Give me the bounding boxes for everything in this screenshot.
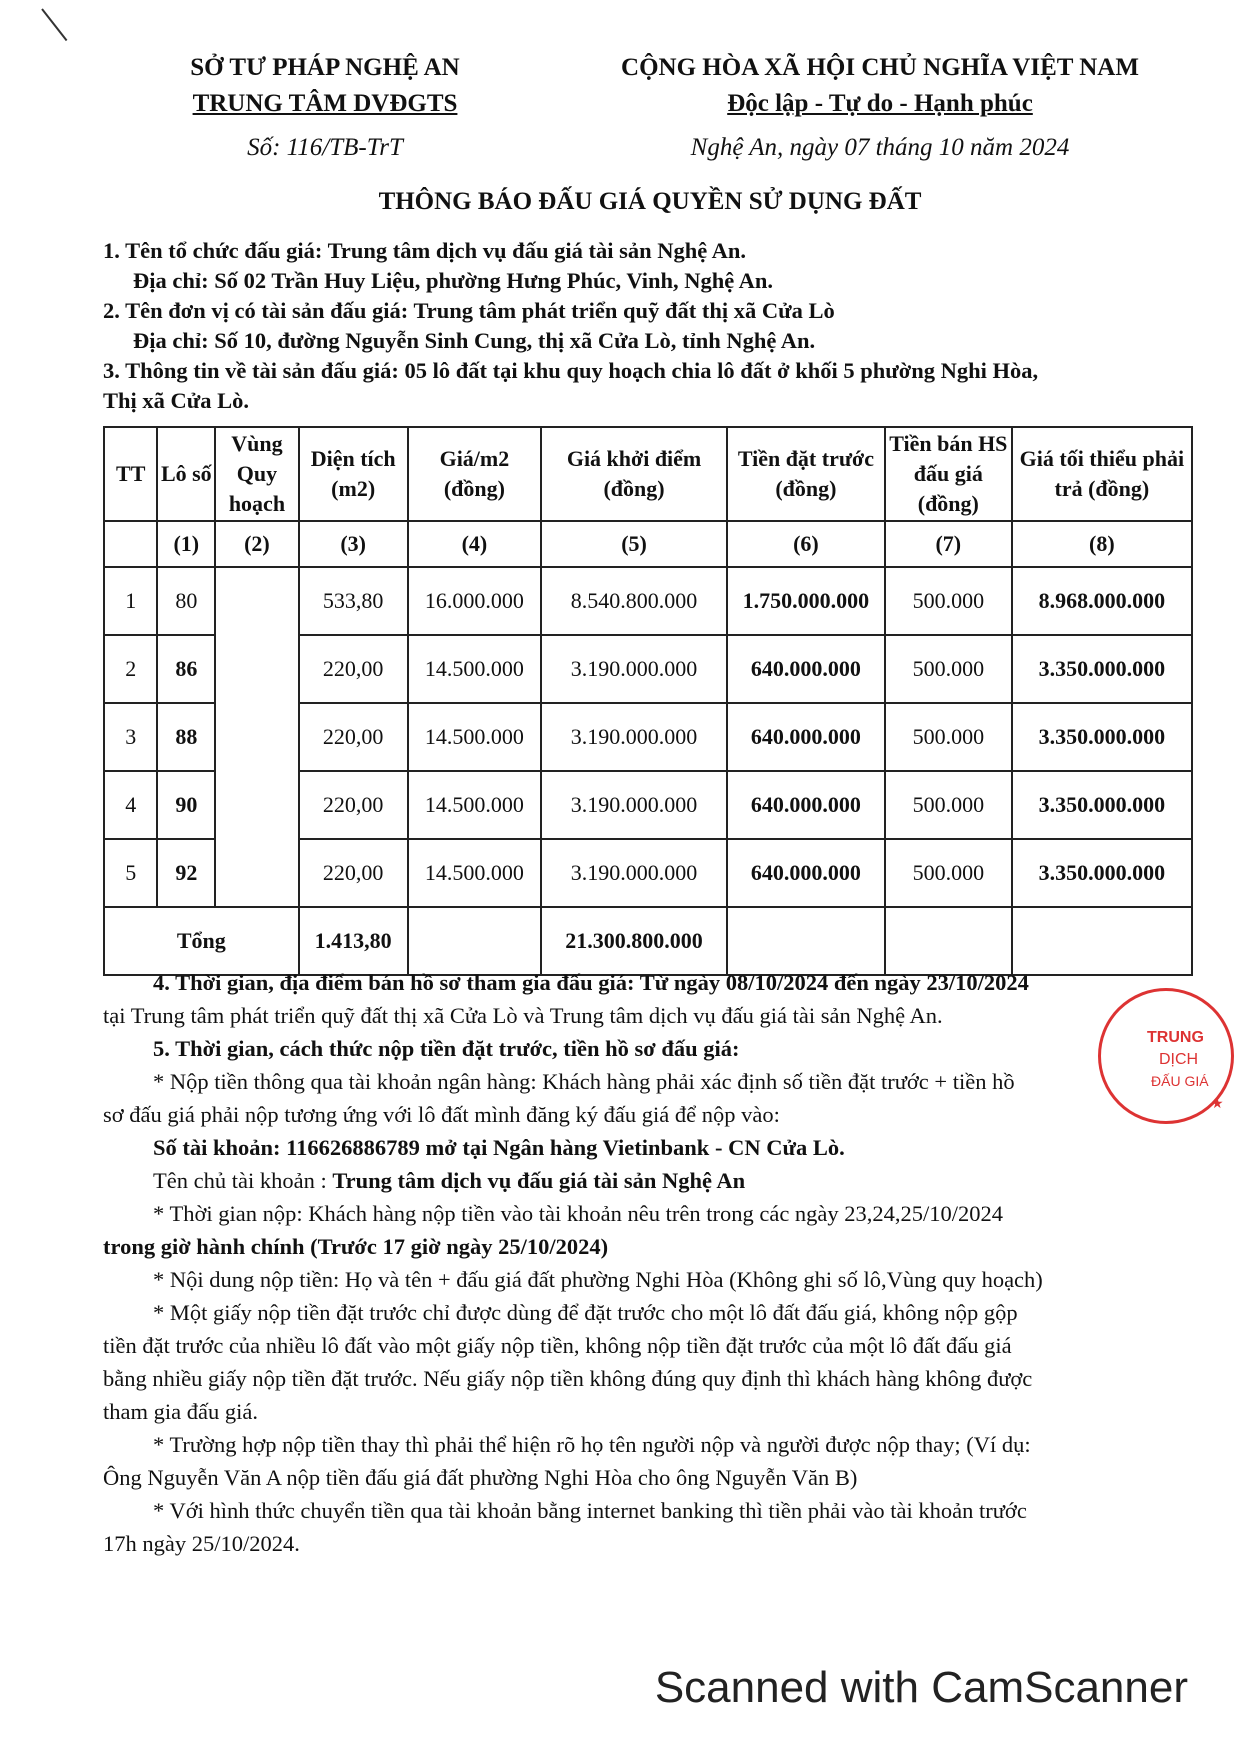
cell-planning-zone bbox=[215, 567, 298, 907]
payment-content: * Nội dung nộp tiền: Họ và tên + đấu giá đất phường Nghi Hòa (Không ghi số lô,Vùng quy hoạch) bbox=[153, 1267, 1043, 1292]
cell-area: 220,00 bbox=[299, 839, 408, 907]
table-total-row bbox=[104, 907, 1192, 975]
national-title: CỘNG HÒA XÃ HỘI CHỦ NGHĨA VIỆT NAM bbox=[621, 54, 1139, 81]
account-number: Số tài khoản: 116626886789 mở tại Ngân hàng Vietinbank - CN Cửa Lò. bbox=[153, 1135, 845, 1160]
total-blank bbox=[727, 907, 885, 975]
stamp-text: TRUNG bbox=[1147, 1029, 1204, 1046]
cell-tt: 1 bbox=[104, 567, 157, 635]
cell-tt: 4 bbox=[104, 771, 157, 839]
cell-tt: 2 bbox=[104, 635, 157, 703]
header-file-fee: Tiền bán HS đấu giá (đồng) bbox=[885, 427, 1012, 521]
header-deposit: Tiền đặt trước (đồng) bbox=[727, 427, 885, 521]
total-label: Tổng bbox=[104, 907, 299, 975]
total-blank bbox=[1012, 907, 1192, 975]
col-number: (8) bbox=[1012, 521, 1192, 567]
asset-owner-address: Địa chỉ: Số 10, đường Nguyễn Sinh Cung, thị xã Cửa Lò, tỉnh Nghệ An. bbox=[133, 328, 816, 353]
national-header bbox=[560, 50, 1200, 168]
asset-info-line2: Thị xã Cửa Lò. bbox=[103, 388, 250, 413]
issuer-center: TRUNG TÂM DVĐGTS bbox=[192, 90, 458, 117]
deposit-rule-line1: * Một giấy nộp tiền đặt trước chỉ được dùng để đặt trước cho một lô đất đấu giá, không nộp gộp bbox=[153, 1300, 1018, 1325]
cell-price-m2: 14.500.000 bbox=[408, 635, 541, 703]
proxy-payment-line1: * Trường hợp nộp tiền thay thì phải thể hiện rõ họ tên người nộp và người được nộp thay; (Ví dụ: bbox=[153, 1432, 1031, 1457]
stamp-text: ĐẤU GIÁ bbox=[1151, 1073, 1209, 1089]
cell-starting-price: 8.540.800.000 bbox=[541, 567, 727, 635]
total-starting-price: 21.300.800.000 bbox=[541, 907, 727, 975]
cell-lot: 88 bbox=[157, 703, 215, 771]
issuer-block bbox=[150, 50, 500, 168]
account-owner-line bbox=[103, 1164, 1193, 1197]
cell-minimum-price: 3.350.000.000 bbox=[1012, 771, 1192, 839]
asset-owner: 2. Tên đơn vị có tài sản đấu giá: Trung tâm phát triển quỹ đất thị xã Cửa Lò bbox=[103, 298, 835, 323]
proxy-payment-line2: Ông Nguyễn Văn A nộp tiền đấu giá đất phường Nghi Hòa cho ông Nguyễn Văn B) bbox=[103, 1465, 858, 1490]
table-row bbox=[104, 567, 1192, 635]
cell-file-fee: 500.000 bbox=[885, 839, 1012, 907]
deposit-rule-line3: bằng nhiều giấy nộp tiền đặt trước. Nếu giấy nộp tiền không đúng quy định thì khách hàng không được bbox=[103, 1366, 1033, 1391]
camscanner-watermark: Scanned with CamScanner bbox=[654, 1663, 1188, 1712]
info-section bbox=[103, 236, 1193, 416]
section5-title: 5. Thời gian, cách thức nộp tiền đặt trước, tiền hồ sơ đấu giá: bbox=[153, 1036, 740, 1061]
cell-lot: 90 bbox=[157, 771, 215, 839]
bank-payment-line2: sơ đấu giá phải nộp tương ứng với lô đất mình đăng ký đấu giá để nộp vào: bbox=[103, 1102, 780, 1127]
cell-price-m2: 16.000.000 bbox=[408, 567, 541, 635]
cell-area: 220,00 bbox=[299, 771, 408, 839]
col-number: (1) bbox=[157, 521, 215, 567]
cell-starting-price: 3.190.000.000 bbox=[541, 703, 727, 771]
cell-area: 533,80 bbox=[299, 567, 408, 635]
cell-lot: 80 bbox=[157, 567, 215, 635]
cell-deposit: 640.000.000 bbox=[727, 771, 885, 839]
asset-table bbox=[103, 426, 1193, 976]
section4-line1: 4. Thời gian, địa điểm bán hồ sơ tham gia đấu giá: Từ ngày 08/10/2024 đến ngày 23/10/2024 bbox=[153, 970, 1029, 995]
header-starting-price: Giá khởi điểm (đồng) bbox=[541, 427, 727, 521]
table-header-row bbox=[104, 427, 1192, 521]
total-blank bbox=[885, 907, 1012, 975]
section4-line2: tại Trung tâm phát triển quỹ đất thị xã Cửa Lò và Trung tâm dịch vụ đấu giá tài sản Nghệ An. bbox=[103, 1003, 943, 1028]
total-blank bbox=[408, 907, 541, 975]
col-number: (6) bbox=[727, 521, 885, 567]
cell-price-m2: 14.500.000 bbox=[408, 839, 541, 907]
header-lot-number: Lô số bbox=[157, 427, 215, 521]
cell-starting-price: 3.190.000.000 bbox=[541, 635, 727, 703]
cell-deposit: 640.000.000 bbox=[727, 839, 885, 907]
account-owner: Trung tâm dịch vụ đấu giá tài sản Nghệ An bbox=[332, 1168, 746, 1193]
column-number-row bbox=[104, 521, 1192, 567]
header-planning-zone: Vùng Quy hoạch bbox=[215, 427, 298, 521]
bank-payment-line1: * Nộp tiền thông qua tài khoản ngân hàng: Khách hàng phải xác định số tiền đặt trước + tiền hồ bbox=[153, 1069, 1015, 1094]
cell-deposit: 1.750.000.000 bbox=[727, 567, 885, 635]
cell-deposit: 640.000.000 bbox=[727, 635, 885, 703]
header-tt: TT bbox=[104, 427, 157, 521]
cell-price-m2: 14.500.000 bbox=[408, 771, 541, 839]
stamp-star-icon: ★ bbox=[1211, 1095, 1224, 1111]
cell-minimum-price: 3.350.000.000 bbox=[1012, 839, 1192, 907]
deposit-rule-line2: tiền đặt trước của nhiều lô đất vào một giấy nộp tiền, không nộp tiền đặt trước của một lô đất đấu giá bbox=[103, 1333, 1012, 1358]
header-price-m2: Giá/m2 (đồng) bbox=[408, 427, 541, 521]
col-number: (5) bbox=[541, 521, 727, 567]
cell-tt: 5 bbox=[104, 839, 157, 907]
cell-starting-price: 3.190.000.000 bbox=[541, 839, 727, 907]
payment-section bbox=[103, 966, 1193, 1560]
cell-file-fee: 500.000 bbox=[885, 567, 1012, 635]
cell-file-fee: 500.000 bbox=[885, 771, 1012, 839]
national-motto: Độc lập - Tự do - Hạnh phúc bbox=[727, 90, 1033, 117]
col-number-blank bbox=[104, 521, 157, 567]
cell-area: 220,00 bbox=[299, 703, 408, 771]
payment-time-line2: trong giờ hành chính (Trước 17 giờ ngày 25/10/2024) bbox=[103, 1234, 609, 1259]
cell-lot: 92 bbox=[157, 839, 215, 907]
col-number: (2) bbox=[215, 521, 298, 567]
col-number: (7) bbox=[885, 521, 1012, 567]
cell-area: 220,00 bbox=[299, 635, 408, 703]
asset-info-line1: 3. Thông tin về tài sản đấu giá: 05 lô đất tại khu quy hoạch chia lô đất ở khối 5 phường Nghi Hòa, bbox=[103, 358, 1039, 383]
col-number: (4) bbox=[408, 521, 541, 567]
auction-org-address: Địa chỉ: Số 02 Trần Huy Liệu, phường Hưng Phúc, Vinh, Nghệ An. bbox=[133, 268, 774, 293]
document-number: Số: 116/TB-TrT bbox=[247, 134, 403, 161]
cell-tt: 3 bbox=[104, 703, 157, 771]
header-area: Diện tích (m2) bbox=[299, 427, 408, 521]
place-date: Nghệ An, ngày 07 tháng 10 năm 2024 bbox=[690, 134, 1070, 161]
cell-minimum-price: 8.968.000.000 bbox=[1012, 567, 1192, 635]
deposit-rule-line4: tham gia đấu giá. bbox=[103, 1399, 258, 1424]
auction-org: 1. Tên tổ chức đấu giá: Trung tâm dịch vụ đấu giá tài sản Nghệ An. bbox=[103, 238, 746, 263]
internet-banking-line1: * Với hình thức chuyển tiền qua tài khoản bằng internet banking thì tiền phải vào tài khoản trước bbox=[153, 1498, 1027, 1523]
cell-minimum-price: 3.350.000.000 bbox=[1012, 703, 1192, 771]
cell-file-fee: 500.000 bbox=[885, 703, 1012, 771]
account-owner-label: Tên chủ tài khoản : bbox=[153, 1168, 333, 1193]
internet-banking-line2: 17h ngày 25/10/2024. bbox=[103, 1531, 300, 1556]
document-title: THÔNG BÁO ĐẤU GIÁ QUYỀN SỬ DỤNG ĐẤT bbox=[378, 188, 922, 215]
payment-time-line1: * Thời gian nộp: Khách hàng nộp tiền vào tài khoản nêu trên trong các ngày 23,24,25/10/2024 bbox=[153, 1201, 1004, 1226]
col-number: (3) bbox=[299, 521, 408, 567]
stamp-text: DỊCH bbox=[1159, 1051, 1199, 1068]
cell-file-fee: 500.000 bbox=[885, 635, 1012, 703]
cell-deposit: 640.000.000 bbox=[727, 703, 885, 771]
cell-starting-price: 3.190.000.000 bbox=[541, 771, 727, 839]
red-seal-stamp bbox=[1098, 988, 1234, 1124]
total-area: 1.413,80 bbox=[299, 907, 408, 975]
header-minimum-price: Giá tối thiểu phải trả (đồng) bbox=[1012, 427, 1192, 521]
cell-minimum-price: 3.350.000.000 bbox=[1012, 635, 1192, 703]
scan-mark bbox=[41, 8, 67, 41]
cell-price-m2: 14.500.000 bbox=[408, 703, 541, 771]
cell-lot: 86 bbox=[157, 635, 215, 703]
issuer-department: SỞ TƯ PHÁP NGHỆ AN bbox=[190, 54, 460, 81]
